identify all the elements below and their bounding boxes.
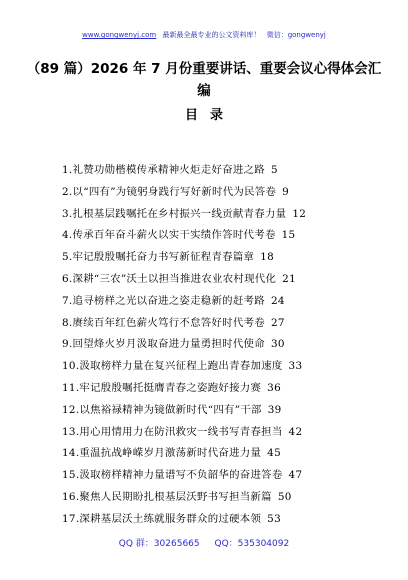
toc-item[interactable] (62, 512, 362, 534)
toc-item-page: 24 (270, 294, 285, 307)
toc-item-title: 11.牢记殷殷嘱托挺膺青春之姿跑好接力赛 (62, 381, 262, 394)
toc-item-page: 45 (267, 447, 281, 460)
toc-item[interactable] (62, 250, 362, 272)
toc-item-page: 42 (288, 425, 303, 438)
toc-item-title: 15.汲取榜样精神力量谱写不负韶华的奋进答卷 (62, 469, 283, 482)
toc-item-page: 12 (292, 207, 307, 220)
table-of-contents (62, 163, 362, 534)
toc-item[interactable] (62, 337, 362, 359)
toc-item-title: 13.用心用情用力在防汛救灾一线书写青春担当 (62, 425, 283, 438)
toc-item-page: 15 (281, 229, 296, 242)
toc-item-title: 14.重温抗战峥嵘岁月激荡新时代奋进力量 (62, 447, 262, 460)
toc-item-page: 27 (270, 316, 285, 329)
toc-item-title: 1.礼赞功勋楷模传承精神火炬走好奋进之路 (62, 164, 265, 176)
toc-item-page: 9 (282, 185, 290, 198)
toc-item[interactable] (62, 207, 362, 229)
toc-item-title: 4.传承百年奋斗薪火以实干实绩作答时代考卷 (62, 229, 276, 242)
toc-heading: 目录 (184, 108, 235, 123)
toc-item-title: 16.聚焦人民期盼扎根基层沃野书写担当新篇 (62, 490, 272, 503)
toc-item-page: 30 (270, 338, 285, 351)
toc-item[interactable] (62, 163, 362, 185)
document-title: （89 篇）2026 年 7 月份重要讲话、重要会议心得体会汇编 (26, 61, 382, 99)
toc-item-title: 8.赓续百年红色薪火笃行不怠答好时代考卷 (62, 316, 265, 329)
toc-item-page: 47 (288, 469, 303, 482)
toc-item-page: 18 (260, 251, 275, 264)
toc-item-page: 36 (267, 381, 281, 394)
page-footer (0, 536, 408, 549)
toc-item-page: 50 (277, 490, 292, 503)
toc-item[interactable] (62, 490, 362, 512)
toc-item-title: 3.扎根基层践嘱托在乡村振兴一线贡献青春力量 (62, 207, 287, 220)
page-header (0, 30, 408, 40)
toc-item[interactable] (62, 359, 362, 381)
footer-qq: QQ：535304092 (214, 539, 290, 549)
toc-item-title: 17.深耕基层沃土练就服务群众的过硬本领 (62, 512, 262, 525)
toc-item-title: 12.以焦裕禄精神为镜做新时代“四有”干部 (62, 403, 262, 416)
toc-item[interactable] (62, 294, 362, 316)
toc-item-title: 9.回望烽火岁月汲取奋进力量勇担时代使命 (62, 338, 265, 351)
toc-item[interactable] (62, 228, 362, 250)
toc-item[interactable] (62, 425, 362, 447)
footer-qq-group: QQ 群：30265665 (118, 539, 200, 549)
toc-item-title: 7.追寻榜样之光以奋进之姿走稳新的赶考路 (62, 294, 265, 307)
toc-item-page: 5 (270, 164, 278, 176)
toc-item[interactable] (62, 468, 362, 490)
toc-item-title: 6.深耕“三农”沃土以担当推进农业农村现代化 (62, 272, 277, 285)
toc-item[interactable] (62, 272, 362, 294)
toc-item-page: 39 (267, 403, 282, 416)
toc-item[interactable] (62, 185, 362, 207)
toc-item[interactable] (62, 446, 362, 468)
toc-item-page: 21 (282, 272, 296, 285)
toc-item-page: 53 (267, 512, 281, 525)
toc-item-title: 2.以“四有”为镜躬身践行写好新时代为民答卷 (62, 185, 277, 198)
toc-item[interactable] (62, 403, 362, 425)
toc-item-title: 5.牢记殷殷嘱托奋力书写新征程青春篇章 (62, 251, 255, 264)
header-slogan: 最新最全最专业的公文资料库！ (162, 31, 261, 39)
toc-item-page: 33 (288, 360, 303, 373)
toc-item[interactable] (62, 316, 362, 338)
header-site-link[interactable]: www.gongwenyj.com (82, 31, 157, 39)
toc-item-title: 10.汲取榜样力量在复兴征程上跑出青春加速度 (62, 360, 283, 373)
header-wechat: 微信：gongwenyj (266, 31, 326, 39)
toc-item[interactable] (62, 381, 362, 403)
